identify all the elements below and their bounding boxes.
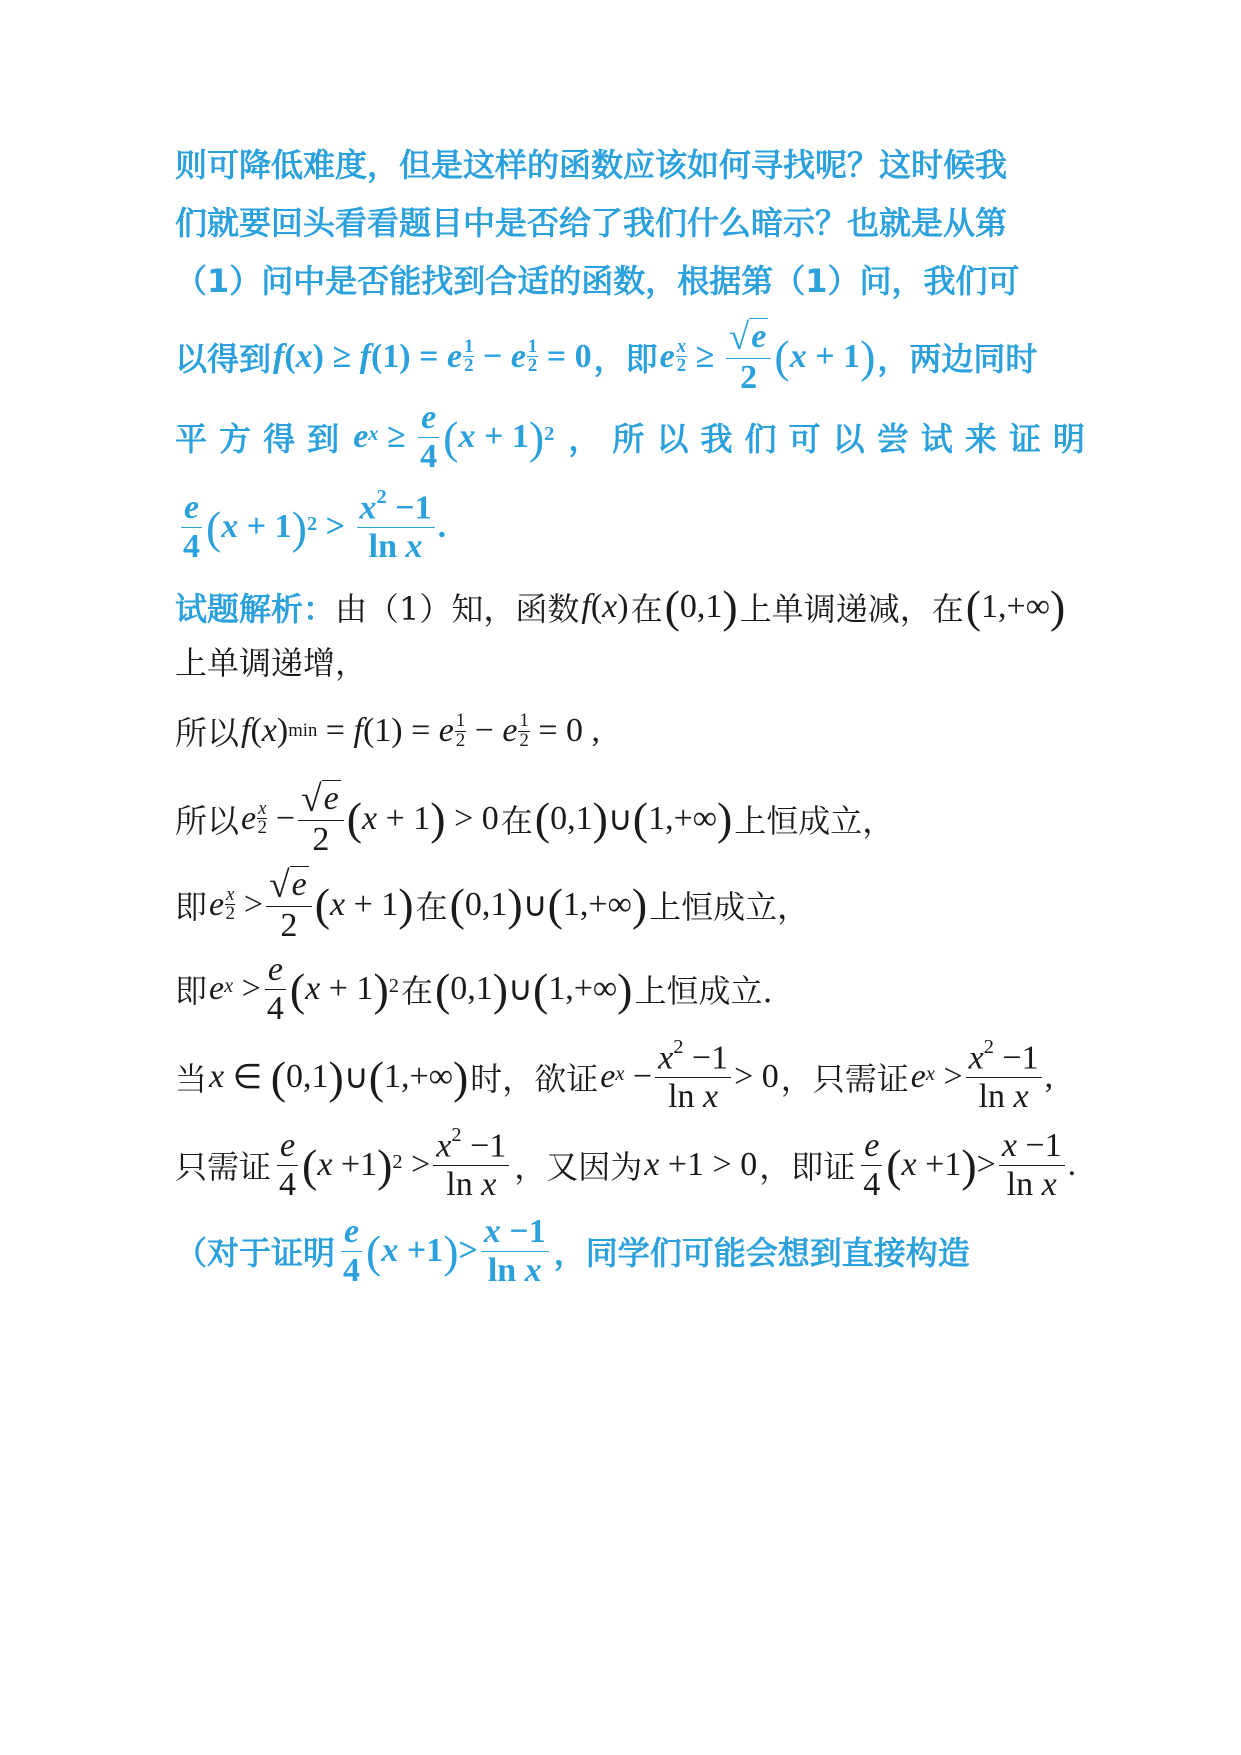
para2-line1 — [175, 1214, 1085, 1288]
text: 当 — [175, 1060, 208, 1099]
solution-line6 — [175, 952, 1085, 1026]
char: 到 — [307, 420, 340, 459]
char: 尝 — [876, 420, 909, 459]
solution-line1 — [175, 580, 1085, 633]
text: （1）问中是否能找到合适的函数，根据第（1）问，我们可 — [175, 262, 1020, 300]
solution-line3 — [175, 708, 1085, 754]
solution-line8 — [175, 1123, 1085, 1204]
char: 所 — [612, 420, 645, 459]
text: 所以 — [175, 801, 240, 840]
text: 们就要回头看看题目中是否给了我们什么暗示？也就是从第 — [175, 204, 1008, 242]
text: 在 — [400, 972, 433, 1011]
text: 上单调递减，在 — [739, 589, 964, 628]
solution-line2 — [175, 638, 1085, 684]
char: 可 — [788, 420, 821, 459]
char: 明 — [1052, 420, 1085, 459]
text: ，即证 — [759, 1148, 856, 1187]
text: ，只需证 — [780, 1060, 909, 1099]
text: （对于证明 — [175, 1234, 336, 1273]
xin-domain: x ∈ ( 0,1 ) ∪ ( 1,+∞ ) — [209, 1051, 469, 1103]
text: 上恒成立， — [649, 887, 810, 926]
text: 在 — [415, 887, 448, 926]
interval-1inf: ( 1,+∞ ) — [965, 581, 1066, 632]
char: 得 — [263, 420, 296, 459]
text: 上单调递增， — [175, 644, 368, 682]
text: 则可降低难度，但是这样的函数应该如何寻找呢？这时候我 — [175, 146, 1008, 184]
formula-claim: $\frac{e}{4}$ ( x +1 ) > $\frac{x -1}{\text{ln x}}$ — [337, 1214, 552, 1288]
char: 平 — [175, 420, 208, 459]
solution-label: 试题解析： — [175, 589, 336, 628]
char: 以 — [832, 420, 865, 459]
char: 方 — [219, 420, 252, 459]
formula-diff: e $\frac{x}{2}$ − √ e 2 ( x + 1 ) > 0 — [241, 779, 499, 859]
char: 我 — [700, 420, 733, 459]
text: ，两边同时 — [877, 339, 1038, 378]
text: 所以 — [175, 714, 240, 752]
solution-line5 — [175, 866, 1085, 944]
formula-need2: $\frac{e}{4}$ ( x +1 ) $^2$ > $\frac{x^2 -1}{\text{ln x}}$ — [273, 1128, 512, 1203]
formula-goal: e $^x$ − $\frac{x^2 -1}{\text{ln x}}$ > 0 — [600, 1035, 779, 1116]
para1-line6 — [175, 485, 1085, 566]
solution-line7 — [175, 1035, 1085, 1116]
text: 时，欲证 — [470, 1060, 599, 1099]
text: 以得到 — [175, 339, 272, 378]
char: 们 — [744, 420, 777, 459]
text: ，又因为 — [514, 1148, 643, 1187]
text: 上恒成立. — [634, 972, 773, 1011]
text: 即 — [175, 972, 208, 1011]
text: 只需证 — [175, 1148, 272, 1187]
fx: f ( x ) — [581, 587, 629, 625]
para1-line1 — [175, 140, 1085, 186]
domain: ( 0,1 ) ∪ ( 1,+∞ ) — [534, 793, 733, 845]
formula-need: e $^x$ > $\frac{x^2 -1}{\text{ln x}}$ , — [910, 1035, 1054, 1116]
char: ， — [568, 420, 601, 459]
text: 由（1）知，函数 — [335, 589, 580, 628]
domain: ( 0,1 ) ∪ ( 1,+∞ ) — [449, 879, 648, 931]
text: ，即 — [593, 339, 658, 378]
domain: ( 0,1 ) ∪ ( 1,+∞ ) — [434, 963, 633, 1015]
text: 在 — [630, 589, 663, 628]
text: ，同学们可能会想到直接构造 — [553, 1234, 970, 1273]
formula-ineq: e $\frac{x}{2}$ > √ e 2 ( x + 1 ) — [209, 865, 414, 945]
formula-ex-ge-e4: e $^x$ ≥ $\frac{e}{4}$ ( x + 1 ) $^2$ — [353, 399, 555, 475]
interval-01: ( 0,1 ) — [664, 581, 738, 632]
formula-fmin: f ( x ) min = f (1) = e $\frac{1}{2}$ − e $\frac{1}{2}$ = 0 , — [241, 709, 601, 751]
text: 上恒成立， — [734, 801, 895, 840]
para1-line2 — [175, 198, 1085, 244]
formula-square: e $^x$ > $\frac{e}{4}$ ( x + 1 ) $^2$ — [209, 951, 399, 1027]
formula-xplus1: x +1 > 0 — [644, 1146, 758, 1184]
para1-line5 — [175, 400, 1085, 474]
char: 来 — [964, 420, 997, 459]
char: 以 — [656, 420, 689, 459]
char: 证 — [1008, 420, 1041, 459]
formula-target: $\frac{e}{4}$ ( x + 1 ) $^2$ > $\frac{x^2 -1}{\text{ln x}}$ . — [177, 490, 446, 565]
para1-line3 — [175, 256, 1085, 302]
text: 即 — [175, 887, 208, 926]
formula-final: $\frac{e}{4}$ ( x +1 ) > $\frac{x -1}{\text{ln x}}$ . — [857, 1128, 1076, 1202]
solution-line4 — [175, 780, 1085, 858]
formula-f1-zero: f ( x ) ≥ f (1) = e $\frac{1}{2}$ − e $\frac{1}{2}$ = 0 — [273, 335, 592, 377]
text: 在 — [500, 801, 533, 840]
para1-line4 — [175, 318, 1085, 396]
formula-ex2-ge: e $\frac{x}{2}$ ≥ √ e 2 ( x + 1 ) — [659, 317, 876, 397]
char: 试 — [920, 420, 953, 459]
